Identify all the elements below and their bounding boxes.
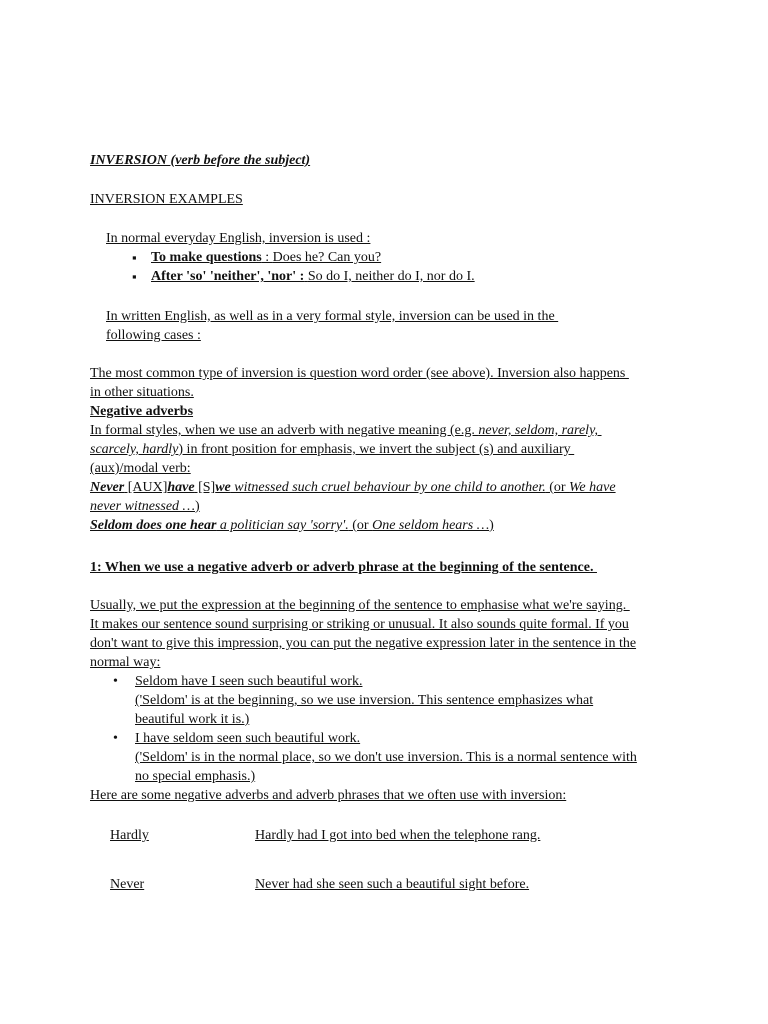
- section-1-closing: Here are some negative adverbs and adverb phrases that we often use with inversion:: [90, 788, 567, 803]
- list-item: [106, 267, 706, 286]
- example-1-line-2: [90, 497, 730, 516]
- common-line-2: in other situations.: [90, 385, 194, 400]
- bullet-sep: :: [261, 250, 273, 265]
- bullet-note-1: ('Seldom' is at the beginning, so we use inversion. This sentence emphasizes what: [135, 693, 594, 708]
- ex2-alt3: ): [489, 518, 494, 533]
- written-line-1: In written English, as well as in a very formal style, inversion can be used in the: [106, 309, 559, 324]
- example-row-hardly: [110, 826, 540, 845]
- section-1-para-line: It makes our sentence sound surprising or striking or unusual. It also sounds quite formal. If you: [90, 617, 629, 632]
- neg-p2b: ) in front position for emphasis, we invert the subject (s) and auxiliary: [178, 442, 575, 457]
- ex2-alt1: (or: [348, 518, 373, 533]
- neg-p1a: In formal styles, when we use an adverb with negative meaning (e.g.: [90, 423, 479, 438]
- section-1-body: [90, 596, 690, 805]
- subtitle: INVERSION EXAMPLES: [90, 192, 243, 207]
- example-adverb: Never: [110, 877, 145, 892]
- ex2-alt2: One seldom hears …: [372, 518, 490, 533]
- section-1-bullet-list: [90, 672, 690, 786]
- ex1-never: Never: [90, 480, 125, 495]
- example-sentence: Never had she seen such a beautiful sight before.: [255, 877, 530, 892]
- written-section: [106, 307, 726, 345]
- neg-para-line-1: [90, 421, 730, 440]
- neg-p1b: never, seldom, rarely,: [478, 423, 602, 438]
- bullet-text: So do I, neither do I, nor do I.: [307, 269, 475, 284]
- ex1-have: have: [167, 480, 195, 495]
- example-1-line-1: [90, 478, 730, 497]
- section-1-para-line: Usually, we put the expression at the beginning of the sentence to emphasise what we're saying.: [90, 598, 630, 613]
- bullet-label: To make questions: [151, 250, 262, 265]
- example-2: [90, 516, 730, 535]
- common-section: [90, 364, 730, 535]
- bullet-label: After 'so' 'neither', 'nor' :: [151, 269, 305, 284]
- bullet-note-2: no special emphasis.): [135, 769, 256, 784]
- negative-adverbs-heading: Negative adverbs: [90, 404, 194, 419]
- intro-line: In normal everyday English, inversion is used :: [106, 231, 371, 246]
- section-1-para-line: normal way:: [90, 655, 161, 670]
- ex1-alt3: never witnessed …: [90, 499, 195, 514]
- example-sentence: Hardly had I got into bed when the telephone rang.: [255, 828, 541, 843]
- list-item: [106, 248, 706, 267]
- bullet-line: [151, 250, 381, 265]
- example-row-never: [110, 875, 529, 894]
- ex1-aux: [AUX]: [124, 480, 168, 495]
- page-title: INVERSION (verb before the subject): [90, 153, 311, 168]
- list-item: [90, 729, 690, 786]
- ex2-rest: a politician say 'sorry'.: [216, 518, 349, 533]
- neg-para-line-3: (aux)/modal verb:: [90, 461, 191, 476]
- bullet-main: • Seldom have I seen such beautiful work.: [135, 674, 363, 689]
- intro-section: [106, 229, 706, 286]
- section-1-para-line: don't want to give this impression, you can put the negative expression later in the sentence in the: [90, 636, 637, 651]
- bullet-note-1: ('Seldom' is in the normal place, so we don't use inversion. This is a normal sentence with: [135, 750, 637, 765]
- ex1-rest: witnessed such cruel behaviour by one child to another.: [230, 480, 546, 495]
- section-1-heading: 1: When we use a negative adverb or adverb phrase at the beginning of the sentence.: [90, 560, 597, 575]
- ex1-alt2: We have: [569, 480, 616, 495]
- neg-p2a: scarcely, hardly: [90, 442, 179, 457]
- neg-para-line-2: [90, 440, 730, 459]
- ex2-lead: Seldom does one hear: [90, 518, 217, 533]
- intro-bullet-list: [106, 248, 706, 286]
- bullet-note-2: beautiful work it is.): [135, 712, 250, 727]
- bullet-line: [151, 269, 475, 284]
- written-line-2: following cases :: [106, 328, 201, 343]
- list-item: [90, 672, 690, 729]
- bullet-text: Does he? Can you?: [272, 250, 382, 265]
- ex1-s: [S]: [194, 480, 216, 495]
- example-adverb: Hardly: [110, 828, 149, 843]
- ex1-we: we: [215, 480, 231, 495]
- bullet-main: • I have seldom seen such beautiful work.: [135, 731, 361, 746]
- common-line-1: The most common type of inversion is question word order (see above). Inversion also happens: [90, 366, 629, 381]
- ex1-alt4: ): [194, 499, 200, 514]
- ex1-alt1: (or: [545, 480, 570, 495]
